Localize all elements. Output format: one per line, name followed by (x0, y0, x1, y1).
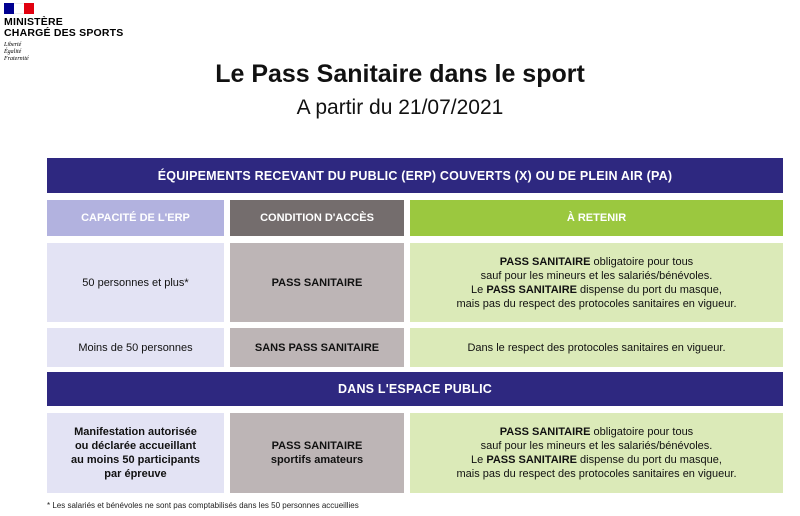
retain-text: sauf pour les mineurs et les salariés/bénévoles. (480, 440, 713, 452)
ministry-logo (4, 3, 134, 67)
retain-text: obligatoire pour tous (590, 426, 694, 438)
row3-retain (410, 413, 783, 493)
row2-capacity: Moins de 50 personnes (47, 328, 224, 367)
retain-text: mais pas du respect des protocoles sanitaires en vigueur. (456, 297, 737, 310)
pass-label: PASS SANITAIRE (499, 255, 591, 268)
retain-text: dispense du port du masque, (577, 454, 722, 466)
retain-text: mais pas du respect des protocoles sanitaires en vigueur. (456, 468, 737, 480)
pass-label: PASS SANITAIRE (486, 454, 577, 466)
row1-retain (410, 243, 783, 322)
capacity-line: Manifestation autorisée (74, 426, 197, 438)
row3-capacity (47, 413, 224, 493)
retain-text: obligatoire pour tous (590, 255, 694, 268)
header-retain: À RETENIR (410, 200, 783, 236)
erp-section-banner: ÉQUIPEMENTS RECEVANT DU PUBLIC (ERP) COUVERTS (X) OU DE PLEIN AIR (PA) (47, 158, 783, 193)
pass-label: PASS SANITAIRE (499, 426, 591, 438)
motto-liberte: Liberté (4, 42, 22, 48)
french-flag-icon (4, 3, 34, 14)
row2-condition: SANS PASS SANITAIRE (230, 328, 404, 367)
row3-condition (230, 413, 404, 493)
ministry-name-line2: CHARGÉ DES SPORTS (4, 27, 124, 39)
row2-retain: Dans le respect des protocoles sanitaires en vigueur. (410, 328, 783, 367)
motto-fraternite: Fraternité (4, 56, 29, 62)
pass-label: PASS SANITAIRE (486, 283, 577, 296)
row1-condition: PASS SANITAIRE (230, 243, 404, 322)
ministry-name-line1: MINISTÈRE (4, 16, 63, 28)
retain-text: dispense du port du masque, (577, 283, 722, 296)
capacity-line: au moins 50 participants (71, 454, 200, 466)
header-condition: CONDITION D'ACCÈS (230, 200, 404, 236)
page-title: Le Pass Sanitaire dans le sport (215, 60, 585, 88)
retain-text: sauf pour les mineurs et les salariés/bénévoles. (480, 269, 713, 282)
motto-egalite: Égalité (4, 49, 22, 55)
capacity-line: ou déclarée accueillant (74, 440, 197, 452)
capacity-line: par épreuve (104, 468, 167, 480)
retain-text: Le (471, 454, 487, 466)
condition-line: sportifs amateurs (270, 454, 364, 466)
ministry-name (4, 17, 134, 39)
header-capacity: CAPACITÉ DE L'ERP (47, 200, 224, 236)
page-subtitle: A partir du 21/07/2021 (296, 96, 504, 119)
row1-capacity: 50 personnes et plus* (47, 243, 224, 322)
public-space-banner: DANS L'ESPACE PUBLIC (47, 372, 783, 406)
footnote: * Les salariés et bénévoles ne sont pas comptabilisés dans les 50 personnes accueillies (47, 501, 359, 510)
retain-text: Le (471, 283, 487, 296)
condition-line: PASS SANITAIRE (271, 440, 363, 452)
